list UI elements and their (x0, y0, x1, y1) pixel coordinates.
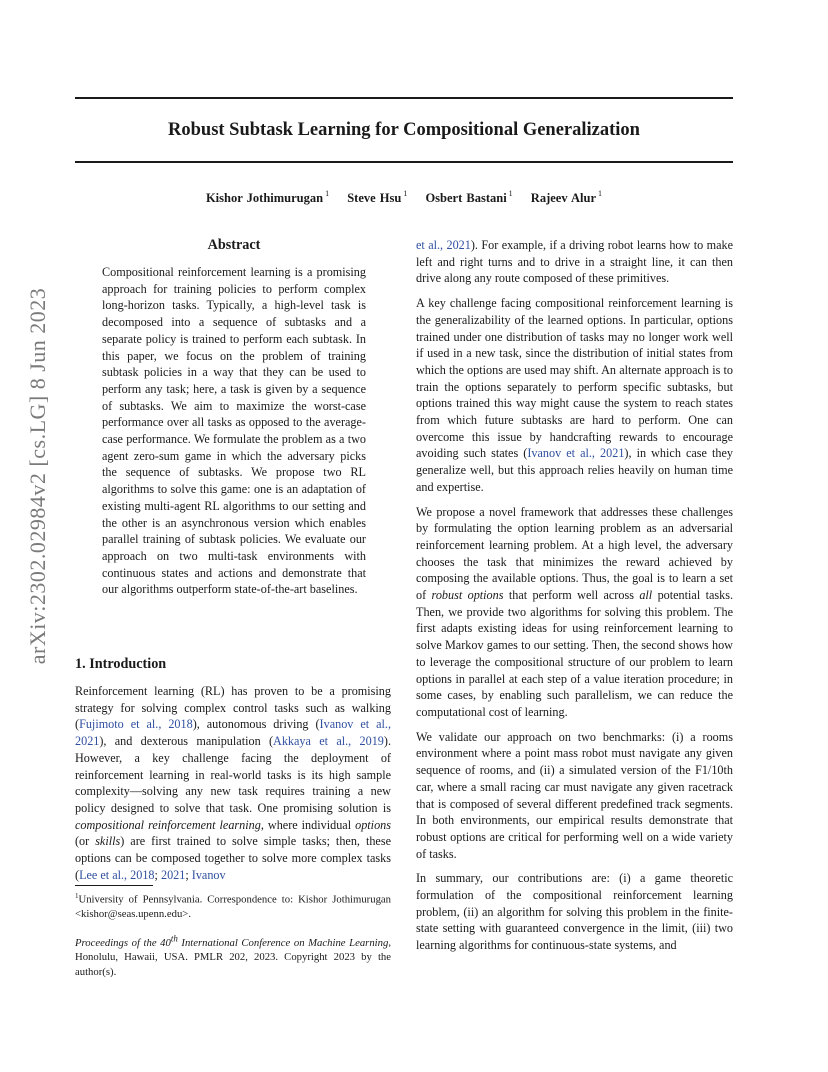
top-rule (75, 97, 733, 99)
citation-link[interactable]: Lee et al., 2018 (79, 867, 155, 882)
text-run: that perform well across (503, 588, 640, 603)
title-rule (75, 161, 733, 163)
text-run: ) are first trained to solve simple tasks; then, these options can be composed together to solve more complex tasks ( (75, 834, 391, 882)
affiliation-mark: 1 (403, 189, 408, 198)
footnote (75, 889, 391, 922)
emphasis: options (355, 817, 391, 832)
footnote-text: University of Pennsylvania. Correspondence to: Kishor Jothimurugan <kishor@seas.upenn.edu>. (75, 893, 391, 921)
paragraph (416, 504, 733, 721)
emphasis: skills (95, 834, 121, 849)
affiliation-mark: 1 (508, 189, 513, 198)
right-column (416, 237, 733, 962)
text-run: We propose a novel framework that addresses these challenges by formulating the option learning problem as an adversarial reinforcement learning problem. At a high level, the adversary chooses the task that minimizes the reward achieved by composing the available options. Thus, the goal is to learn a set of (416, 504, 733, 603)
paragraph: In summary, our contributions are: (i) a game theoretic formulation of the compositional reinforcement learning problem, (ii) an algorithm for solving this problem in the finite-state setting with guaranteed convergence in the limit, (iii) two learning algorithms for continuous-state systems, and (416, 871, 733, 953)
abstract-heading: Abstract (207, 237, 261, 253)
text-run: A key challenge facing compositional reinforcement learning is the generalizability of the learned options. In particular, options trained under one distribution of tasks may no longer work well if used in a new task, since the distribution of initial states from which the options are used may shift. An alternate approach is to train the options separately to perform specific subtasks, but options trained this way might cause the system to reach states from which future subtasks are hard to perform. One can overcome this issue by handcrafting rewards to encourage avoiding such states ( (416, 296, 733, 461)
citation-link[interactable]: et al., 2021 (416, 238, 471, 252)
text-run: ). For example, if a driving robot learns how to make left and right turns and to drive in a straight line, it can then drive along any route composed of these primitives. (416, 238, 733, 286)
emphasis: compositional reinforcement learning (75, 817, 261, 832)
proceedings-details: , Honolulu, Hawaii, USA. PMLR 202, 2023. Copyright 2023 by the author(s). (75, 936, 391, 978)
paragraph (416, 237, 733, 287)
text-run: Reinforcement learning (RL) has proven to be a promising strategy for solving complex control tasks such as walking ( (75, 684, 391, 732)
abstract-text: Compositional reinforcement learning is a promising approach for training policies to perform complex long-horizon tasks. Typically, a high-level task is decomposed into a sequence of subtasks and a separate policy is trained to perform each subtask. In this paper, we focus on the problem of training subtask policies in a way that they can be used to perform any task; here, a task is given by a sequence of subtasks. We aim to maximize the worst-case performance over all tasks as opposed to the average-case performance. We formulate the problem as a two agent zero-sum game in which the adversary picks the sequence of subtasks. We propose two RL algorithms to solve this game: one is an adaptation of existing multi-agent RL algorithms to our setting and the other is an asynchronous version which enables parallel training of subtask policies. We evaluate our approach on two multi-task environments with continuous states and actions and demonstrate that our algorithms outperform state-of-the-art baselines. (102, 265, 366, 597)
author-name: Steve Hsu (347, 191, 402, 205)
citation-link[interactable]: Akkaya et al., 2019 (273, 734, 384, 749)
author-name: Kishor Jothimurugan (205, 191, 324, 205)
citation-link[interactable]: Ivanov et al., 2021 (527, 446, 625, 461)
footnote-mark: 1 (75, 892, 79, 900)
text-run: ; (154, 867, 161, 882)
text-run: potential tasks. Then, we provide two algorithms for solving this problem. The first adapts existing ideas for using reinforcement learning to solve Markov games to our setting. Then, the second shows how to leverage the compositional structure of our problem to learn options in parallel at each step of a value iteration procedure; in some cases, by enabling such parallelism, we can reduce the computational cost of learning. (416, 588, 734, 719)
citation-link[interactable]: 2021 (160, 867, 186, 882)
emphasis: robust options (431, 588, 504, 603)
intro-paragraph (75, 683, 391, 883)
paper-title: Robust Subtask Learning for Compositional Generalization (168, 120, 640, 140)
affiliation-mark: 1 (598, 189, 603, 198)
citation-link[interactable]: Ivanov (191, 867, 226, 882)
affiliation-mark: 1 (325, 189, 330, 198)
text-run: ), and dexterous manipulation ( (99, 734, 274, 749)
citation-link[interactable]: Ivanov et al., 2021 (75, 717, 391, 749)
text-run: ), autonomous driving ( (192, 717, 320, 732)
paragraph: We validate our approach on two benchmarks: (i) a rooms environment where a point mass robot must navigate any given sequence of rooms, and (ii) a simulated version of the F1/10th car, where a small racing car must navigate any given racetrack that is composed of several different predefined track segments. In both environments, our empirical results demonstrate that robust options are critical for performing well on a wide variety of tasks. (416, 729, 733, 861)
proceedings-note (75, 931, 391, 979)
citation-link[interactable]: Fujimoto et al., 2018 (79, 717, 193, 732)
paragraph (416, 295, 733, 495)
author-list (75, 191, 733, 206)
text-run: ; (185, 867, 192, 882)
footnote-rule (75, 885, 153, 886)
section-heading-introduction: 1. Introduction (75, 656, 167, 672)
text-run: ), in which case they generalize well, but this approach relies heavily on human time and expertise. (416, 446, 733, 494)
text-run: , where individual (260, 817, 356, 832)
emphasis: all (639, 588, 653, 603)
author-name: Rajeev Alur (530, 191, 597, 205)
text-run: ). However, a key challenge facing the deployment of reinforcement learning in real-world tasks is its high sample complexity—solving any new task requires training a new policy designed to solve that task. One promising solution is (75, 734, 391, 815)
proceedings-venue: Proceedings of the 40th International Conference on Machine Learning (75, 933, 389, 949)
author-name: Osbert Bastani (425, 191, 507, 205)
arxiv-margin-stamp: arXiv:2302.02984v2 [cs.LG] 8 Jun 2023 (25, 287, 50, 665)
text-run: (or (75, 834, 96, 849)
